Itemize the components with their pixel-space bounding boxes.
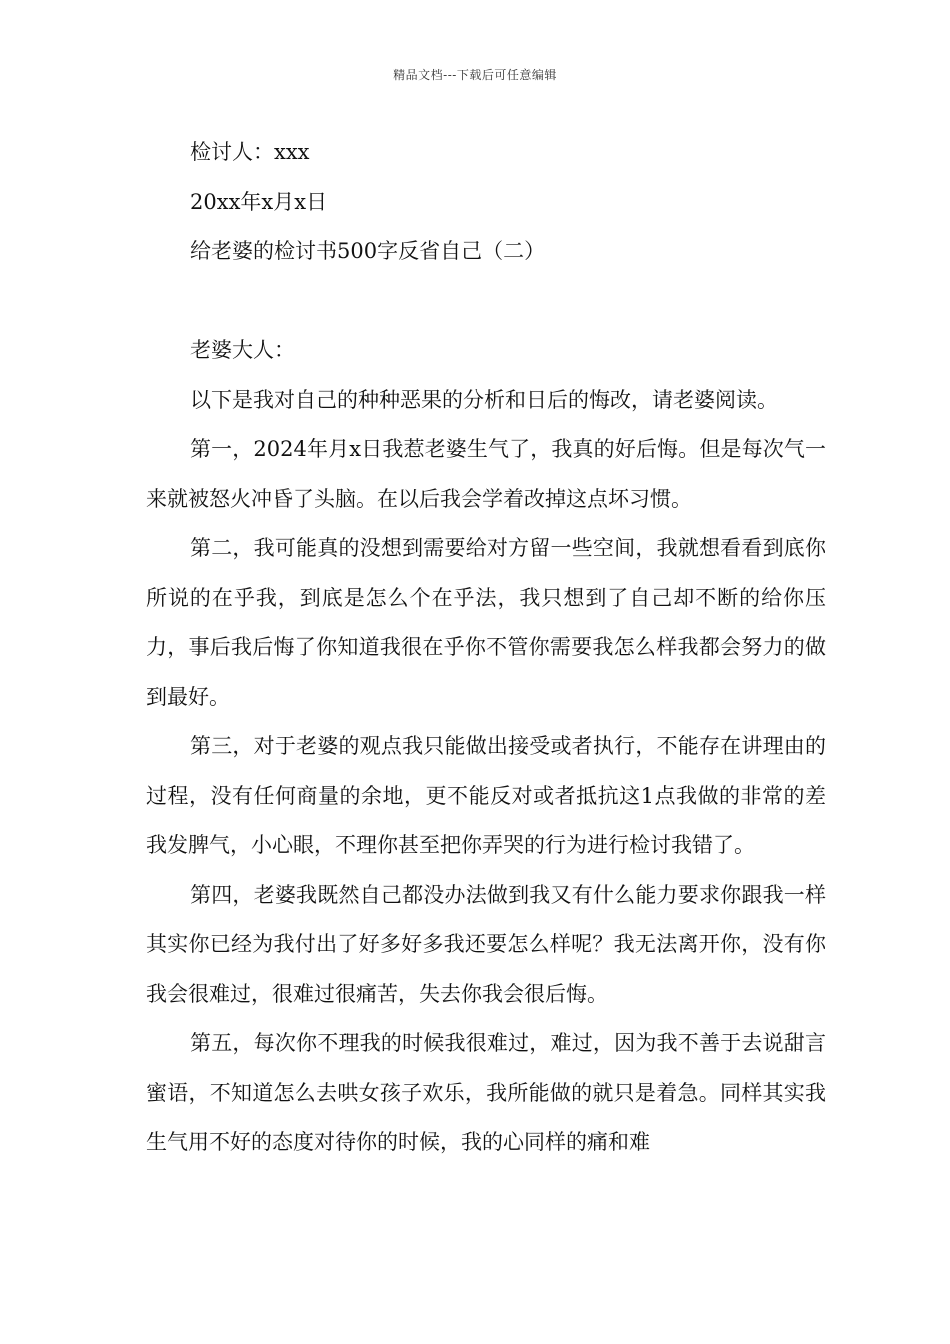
- paragraph-fourth: 第四，老婆我既然自己都没办法做到我又有什么能力要求你跟我一样其实你已经为我付出了好多好多我还要怎么样呢？我无法离开你，没有你我会很难过，很难过很痛苦，失去你我会很后悔。: [146, 882, 826, 1006]
- salutation: 老婆大人：: [190, 338, 295, 362]
- author-line: 检讨人：xxx: [190, 140, 310, 164]
- date-line: 20xx年x月x日: [190, 189, 328, 214]
- paragraph-third: 第三，对于老婆的观点我只能做出接受或者执行，不能存在讲理由的过程，没有任何商量的余地，更不能反对或者抵抗这1点我做的非常的差我发脾气，小心眼，不理你甚至把你弄哭的行为进行检讨我错了。: [146, 734, 826, 857]
- section-title: 给老婆的检讨书500字反省自己（二）: [190, 239, 546, 263]
- document-body: [146, 128, 826, 1168]
- paragraph-intro: 以下是我对自己的种种恶果的分析和日后的悔改，请老婆阅读。: [190, 387, 778, 412]
- blank-line: [146, 277, 826, 327]
- paragraph-first: 第一，2024年月x日我惹老婆生气了，我真的好后悔。但是每次气一来就被怒火冲昏了头脑。在以后我会学着改掉这点坏习惯。: [146, 437, 826, 511]
- paragraph-second: 第二，我可能真的没想到需要给对方留一些空间，我就想看看到底你所说的在乎我，到底是怎么个在乎法，我只想到了自己却不断的给你压力，事后我后悔了你知道我很在乎你不管你需要我怎么样我都会努力的做到最好。: [146, 536, 826, 709]
- page-header: 精品文档---下载后可任意编辑: [393, 68, 557, 82]
- paragraph-fifth: 第五，每次你不理我的时候我很难过，难过，因为我不善于去说甜言蜜语，不知道怎么去哄女孩子欢乐，我所能做的就只是着急。同样其实我生气用不好的态度对待你的时候，我的心同样的痛和难: [146, 1031, 826, 1154]
